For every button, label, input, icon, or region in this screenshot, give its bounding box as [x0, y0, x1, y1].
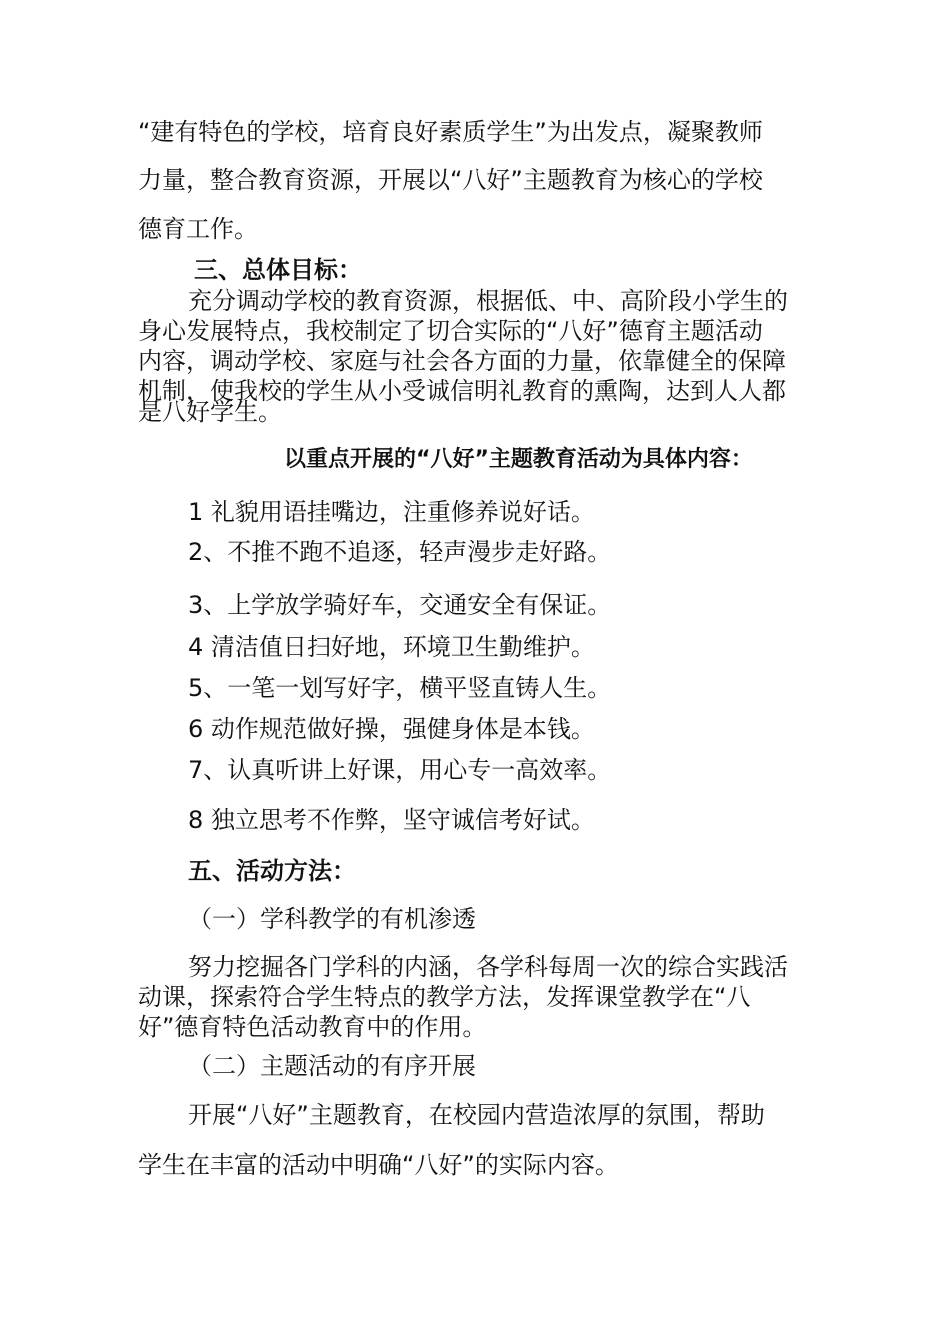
content-heading: 以重点开展的“八好”主题教育活动为具体内容：	[284, 447, 753, 472]
list-item: 5、一笔一划写好字，横平竖直铸人生。	[188, 674, 612, 702]
goal-line-5: 是八好学生。	[138, 398, 282, 426]
list-item: 2、不推不跑不追逐，轻声漫步走好路。	[188, 538, 612, 566]
list-item: 3、上学放学骑好车，交通安全有保证。	[188, 591, 612, 619]
intro-line-3: 德育工作。	[138, 215, 258, 243]
list-item: 6 动作规范做好操，强健身体是本钱。	[188, 715, 595, 743]
intro-line-1: “建有特色的学校，培育良好素质学生”为出发点，凝聚教师	[138, 118, 763, 146]
list-item: 7、认真听讲上好课，用心专一高效率。	[188, 756, 612, 784]
intro-line-2: 力量，整合教育资源，开展以“八好”主题教育为核心的学校	[138, 166, 763, 194]
sub2-line-1: 开展“八好”主题教育，在校园内营造浓厚的氛围，帮助	[188, 1101, 765, 1129]
list-item: 8 独立思考不作弊，坚守诚信考好试。	[188, 806, 595, 834]
sub2-line-2: 学生在丰富的活动中明确“八好”的实际内容。	[138, 1151, 619, 1179]
list-item: 4 清洁值日扫好地，环境卫生勤维护。	[188, 633, 595, 661]
goal-line-1: 充分调动学校的教育资源，根据低、中、高阶段小学生的	[188, 287, 788, 315]
goal-line-3: 内容，调动学校、家庭与社会各方面的力量，依靠健全的保障	[138, 347, 786, 375]
subsection-2-title: （二）主题活动的有序开展	[188, 1052, 476, 1080]
goal-line-4: 机制，使我校的学生从小受诚信明礼教育的熏陶，达到人人都	[138, 377, 786, 405]
list-item: 1 礼貌用语挂嘴边，注重修养说好话。	[188, 498, 595, 526]
goal-line-2: 身心发展特点，我校制定了切合实际的“八好”德育主题活动	[138, 317, 763, 345]
section-3-title: 三、总体目标：	[194, 256, 362, 284]
sub1-line-2: 动课，探索符合学生特点的教学方法，发挥课堂教学在“八	[138, 983, 751, 1011]
subsection-1-title: （一）学科教学的有机渗透	[188, 905, 476, 933]
section-5-title: 五、活动方法：	[188, 857, 356, 885]
sub1-line-1: 努力挖掘各门学科的内涵，各学科每周一次的综合实践活	[188, 953, 788, 981]
sub1-line-3: 好”德育特色活动教育中的作用。	[138, 1013, 487, 1041]
